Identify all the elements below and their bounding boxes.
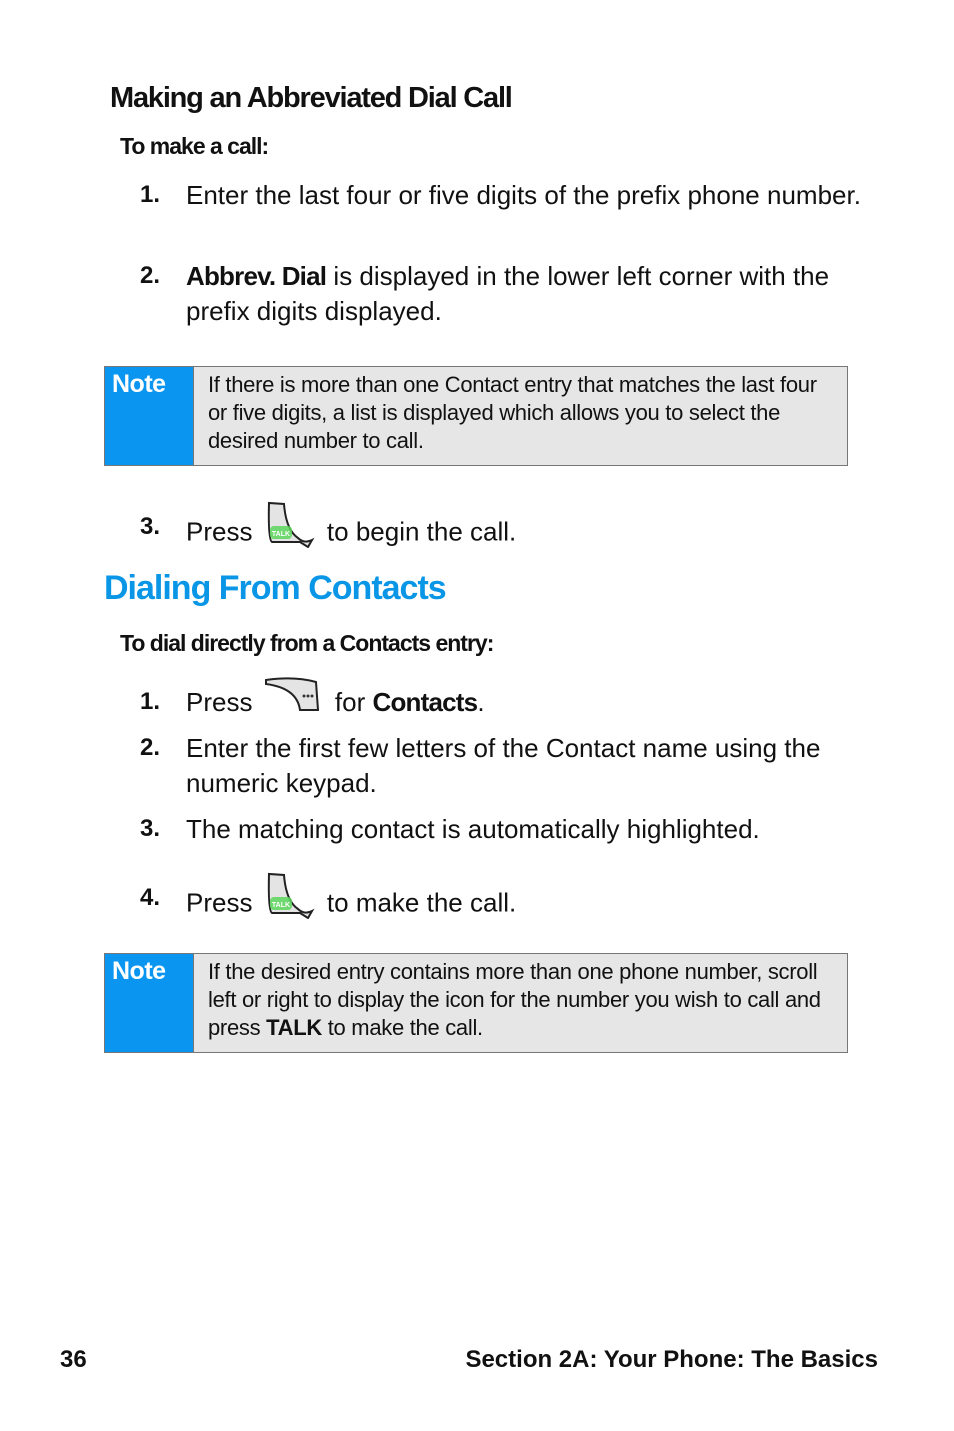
step-number: 1.	[140, 688, 161, 715]
step-text: Press TALK to begin the call.	[186, 510, 876, 557]
note-label: Note	[105, 954, 194, 1052]
page-number: 36	[60, 1346, 87, 1373]
note-text: If the desired entry contains more than one phone number, scroll left or right to display the icon for the number you wish to call and press TALK to make the call.	[208, 959, 821, 1040]
section-heading-abbreviated-dial: Making an Abbreviated Dial Call	[110, 82, 512, 114]
note-box	[104, 953, 848, 1053]
note-label: Note	[105, 367, 194, 465]
footer-section-title: Section 2A: Your Phone: The Basics	[465, 1346, 878, 1373]
step-number: 2.	[140, 262, 161, 289]
procedure-subheading: To dial directly from a Contacts entry:	[120, 630, 494, 656]
step-number: 3.	[140, 815, 161, 842]
step-number: 3.	[140, 513, 161, 540]
svg-text:TALK: TALK	[271, 902, 290, 909]
step-text: Press for Contacts.	[186, 685, 876, 723]
note-box	[104, 366, 848, 466]
svg-text:TALK: TALK	[271, 531, 290, 538]
note-text: If there is more than one Contact entry that matches the last four or five digits, a list is displayed which allows you to select the desired number to call.	[208, 372, 817, 453]
contacts-label: Contacts	[372, 687, 478, 717]
abbrev-dial-label: Abbrev. Dial	[186, 261, 327, 291]
talk-key-icon	[264, 500, 316, 557]
step-text: Enter the first few letters of the Contact name using the numeric keypad.	[186, 733, 821, 798]
step-number: 4.	[140, 884, 161, 911]
section-heading-dialing-from-contacts: Dialing From Contacts	[104, 569, 446, 607]
menu-softkey-icon	[264, 676, 324, 723]
procedure-subheading: To make a call:	[120, 133, 269, 159]
talk-key-icon	[264, 871, 316, 928]
step-text: Abbrev. Dial is displayed in the lower left corner with the prefix digits displayed.	[186, 261, 830, 326]
step-text: Enter the last four or five digits of the prefix phone number.	[186, 180, 861, 210]
step-text: Press TALK to make the call.	[186, 881, 876, 928]
talk-label: TALK	[266, 1015, 322, 1040]
step-text: The matching contact is automatically highlighted.	[186, 814, 760, 844]
step-number: 1.	[140, 181, 161, 208]
step-number: 2.	[140, 734, 161, 761]
